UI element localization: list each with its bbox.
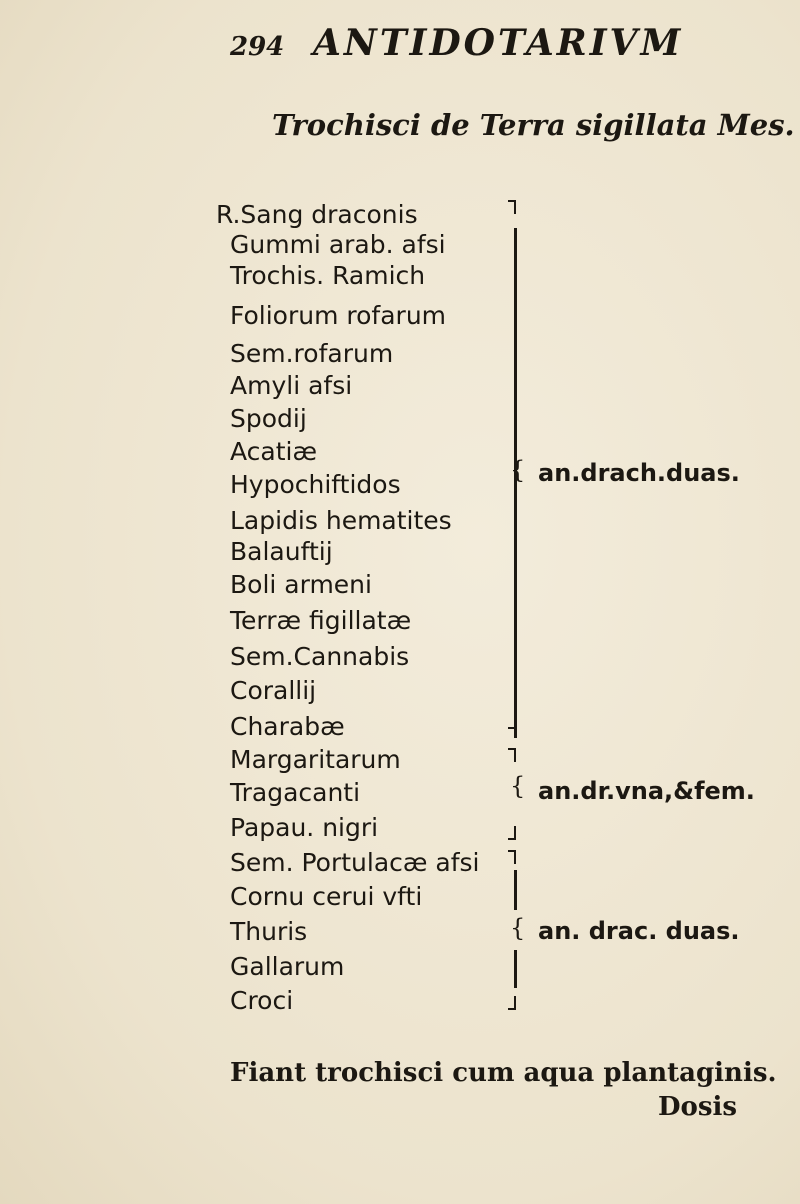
ingredient-line: Hypochiftidos	[230, 470, 401, 499]
bracket-point: {	[510, 456, 526, 484]
ingredient-line: Papau. nigri	[230, 813, 379, 842]
ingredient-line: Spodij	[230, 404, 307, 433]
ingredient-line: Foliorum rofarum	[230, 301, 447, 330]
preparation-instruction: Fiant trochisci cum aqua plantaginis.	[230, 1058, 777, 1088]
ingredient-line: Sem. Portulacæ afsi	[230, 848, 480, 877]
ingredient-line: Thuris	[230, 917, 308, 946]
ingredient-line: Sem.rofarum	[230, 339, 394, 368]
ingredient-line: Croci	[230, 986, 294, 1015]
ingredient-line: Charabæ	[230, 712, 345, 741]
bracket-point: {	[510, 772, 526, 800]
ingredient-line: Acatiæ	[230, 437, 318, 466]
dosage-group-3: an. drac. duas.	[538, 917, 740, 945]
running-head: ANTIDOTARIVM	[313, 22, 684, 64]
ingredient-line: R.Sang draconis	[216, 200, 418, 229]
ingredient-line: Amyli afsi	[230, 371, 353, 400]
dosage-group-1: an.drach.duas.	[538, 459, 740, 487]
ingredient-line: Boli armeni	[230, 570, 372, 599]
ingredient-line: Trochis. Ramich	[230, 261, 426, 290]
ingredient-line: Gallarum	[230, 952, 345, 981]
bracket-top	[508, 850, 516, 864]
ingredient-line: Gummi arab. afsi	[230, 230, 446, 259]
recipe-title: Trochisci de Terra sigillata Mes.	[272, 108, 795, 142]
ingredient-line: Corallij	[230, 676, 317, 705]
dosage-group-2: an.dr.vna,&fem.	[538, 777, 755, 805]
catchword: Dosis	[658, 1092, 738, 1122]
bracket-bar	[514, 870, 517, 910]
bracket-bottom	[508, 996, 516, 1010]
bracket-point: {	[510, 914, 526, 942]
ingredient-line: Cornu cerui vfti	[230, 882, 423, 911]
ingredient-line: Sem.Cannabis	[230, 642, 410, 671]
bracket-bottom	[508, 715, 516, 729]
ingredient-line: Lapidis hematites	[230, 506, 452, 535]
ingredient-line: Balauftij	[230, 537, 333, 566]
ingredient-line: Terræ figillatæ	[230, 606, 412, 635]
page-number: 294	[230, 32, 285, 62]
bracket-bottom	[508, 826, 516, 840]
bracket-top	[508, 200, 516, 214]
bracket-top	[508, 748, 516, 762]
bracket-bar	[514, 950, 517, 988]
page-header	[0, 14, 800, 64]
ingredient-line: Tragacanti	[230, 778, 361, 807]
ingredient-line: Margaritarum	[230, 745, 401, 774]
